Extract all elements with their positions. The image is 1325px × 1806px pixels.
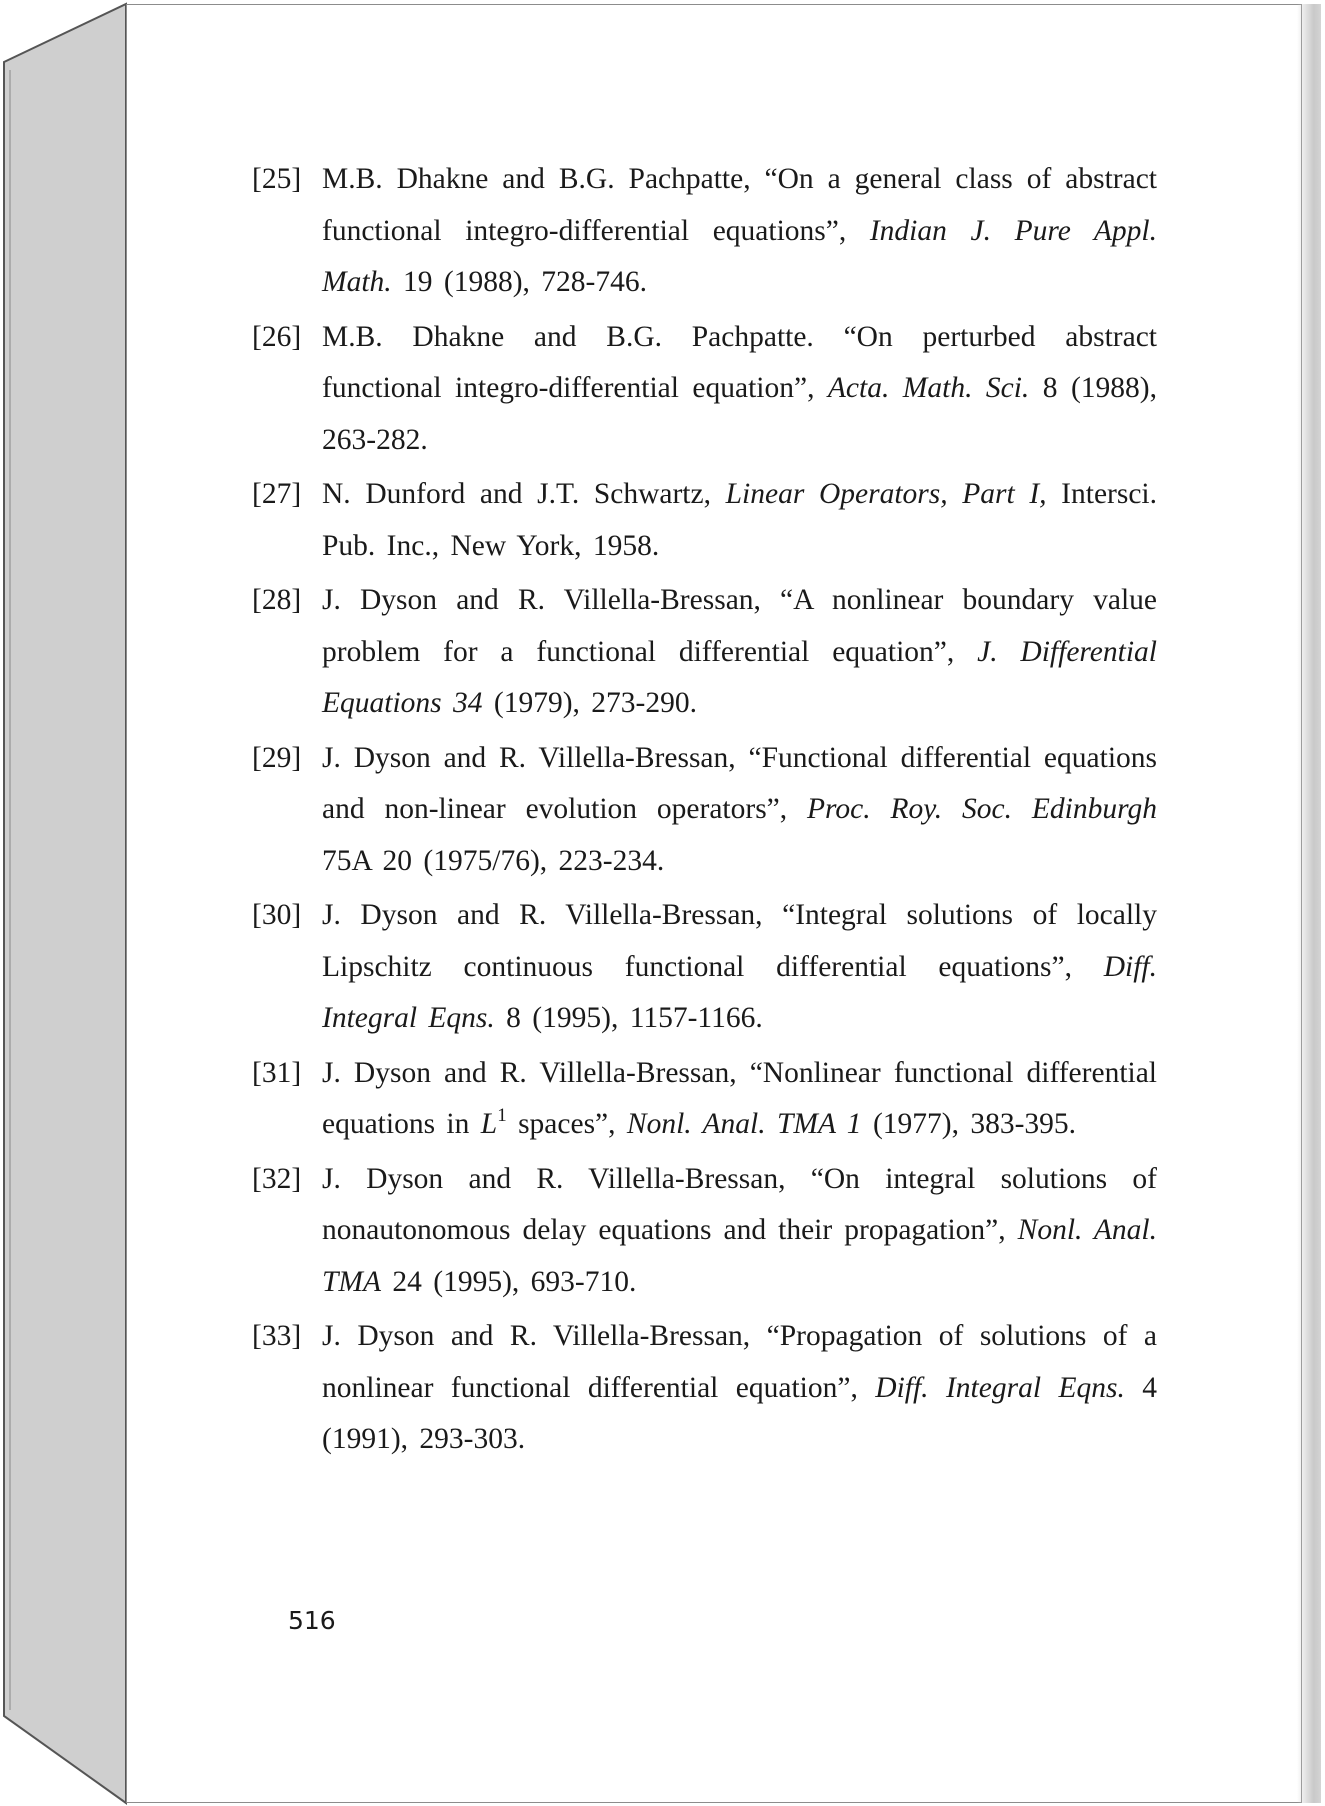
reference-text <box>322 1311 1157 1466</box>
italic-title: Linear Operators, Part I, <box>725 478 1047 510</box>
reference-number: [26] <box>252 320 302 353</box>
reference-text-segment: J. Dyson and R. Villella-Bressan, “Functional differential equations and non-linear evolution operators”, <box>322 741 1157 825</box>
reference-item <box>252 1048 1157 1151</box>
page-number: 516 <box>288 1606 336 1635</box>
reference-number: [32] <box>252 1162 302 1195</box>
reference-item <box>252 312 1157 467</box>
reference-text <box>322 469 1157 572</box>
italic-title: Diff. Integral Eqns. <box>322 950 1157 1034</box>
italic-title: J. Differential Equations 34 <box>322 635 1157 719</box>
book-left-edge <box>4 4 126 1803</box>
page-edge-shadow <box>1297 4 1321 1803</box>
italic-title: Proc. Roy. Soc. Edinburgh <box>807 793 1157 825</box>
reference-item <box>252 575 1157 730</box>
reference-number: [31] <box>252 1056 302 1089</box>
reference-text-segment: M.B. Dhakne and B.G. Pachpatte. “On perturbed abstract functional integro-differential equation”, <box>322 320 1157 404</box>
italic-title: Indian J. Pure Appl. Math. <box>322 214 1157 298</box>
reference-number: [33] <box>252 1320 302 1352</box>
reference-item <box>252 1311 1157 1466</box>
reference-text-segment: (1977), 383-395. <box>861 1108 1077 1140</box>
italic-title: Acta. Math. Sci. <box>827 372 1030 404</box>
italic-title: Nonl. Anal. TMA <box>322 1214 1157 1298</box>
reference-text-segment: M.B. Dhakne and B.G. Pachpatte, “On a general class of abstract functional integro-differential equations”, <box>322 163 1157 247</box>
reference-text-segment: 75A 20 (1975/76), 223-234. <box>322 844 665 877</box>
reference-number: [29] <box>252 741 302 774</box>
italic-title: Diff. Integral Eqns. <box>875 1371 1125 1404</box>
reference-item <box>252 154 1157 309</box>
reference-text <box>322 312 1157 467</box>
reference-text-segment: J. Dyson and R. Villella-Bressan, “A nonlinear boundary value problem for a functional differential equation”, <box>322 584 1157 668</box>
reference-text <box>322 575 1157 730</box>
reference-number: [27] <box>252 478 302 510</box>
reference-text-segment: Intersci. Pub. Inc., New York, 1958. <box>322 478 1158 562</box>
reference-item <box>252 1154 1157 1309</box>
reference-text <box>322 1048 1157 1151</box>
reference-text-segment: J. Dyson and R. Villella-Bressan, “Integral solutions of locally Lipschitz continuous functional differential equations”, <box>322 899 1157 983</box>
reference-text-segment: 24 (1995), 693-710. <box>381 1265 637 1298</box>
reference-text-segment: J. Dyson and R. Villella-Bressan, “Nonlinear functional differential equations in <box>322 1056 1157 1140</box>
reference-text-segment: 4 (1991), 293-303. <box>322 1371 1158 1455</box>
reference-item <box>252 890 1157 1045</box>
italic-title: L <box>480 1108 498 1140</box>
superscript: 1 <box>497 1105 507 1126</box>
italic-title: Nonl. Anal. TMA 1 <box>626 1108 862 1140</box>
reference-text-segment: spaces”, <box>506 1108 627 1140</box>
reference-item <box>252 733 1157 888</box>
reference-number: [30] <box>252 899 302 931</box>
reference-text <box>322 1154 1157 1309</box>
reference-text-segment: 8 (1995), 1157-1166. <box>494 1002 763 1034</box>
reference-item <box>252 469 1157 572</box>
reference-text <box>322 890 1157 1045</box>
reference-text <box>322 154 1157 309</box>
reference-number: [28] <box>252 584 302 616</box>
reference-text-segment: J. Dyson and R. Villella-Bressan, “On integral solutions of nonautonomous delay equations and their propagation”, <box>322 1162 1157 1246</box>
reference-number: [25] <box>252 163 302 195</box>
reference-text-segment: 19 (1988), 728-746. <box>391 266 648 298</box>
reference-text-segment: (1979), 273-290. <box>482 687 698 719</box>
reference-text-segment: N. Dunford and J.T. Schwartz, <box>322 478 726 510</box>
reference-text <box>322 733 1157 888</box>
reference-text-segment: J. Dyson and R. Villella-Bressan, “Propagation of solutions of a nonlinear functional differential equation”, <box>322 1320 1157 1404</box>
reference-text-segment: 8 (1988), 263-282. <box>322 372 1157 456</box>
reference-list <box>252 154 1157 1469</box>
